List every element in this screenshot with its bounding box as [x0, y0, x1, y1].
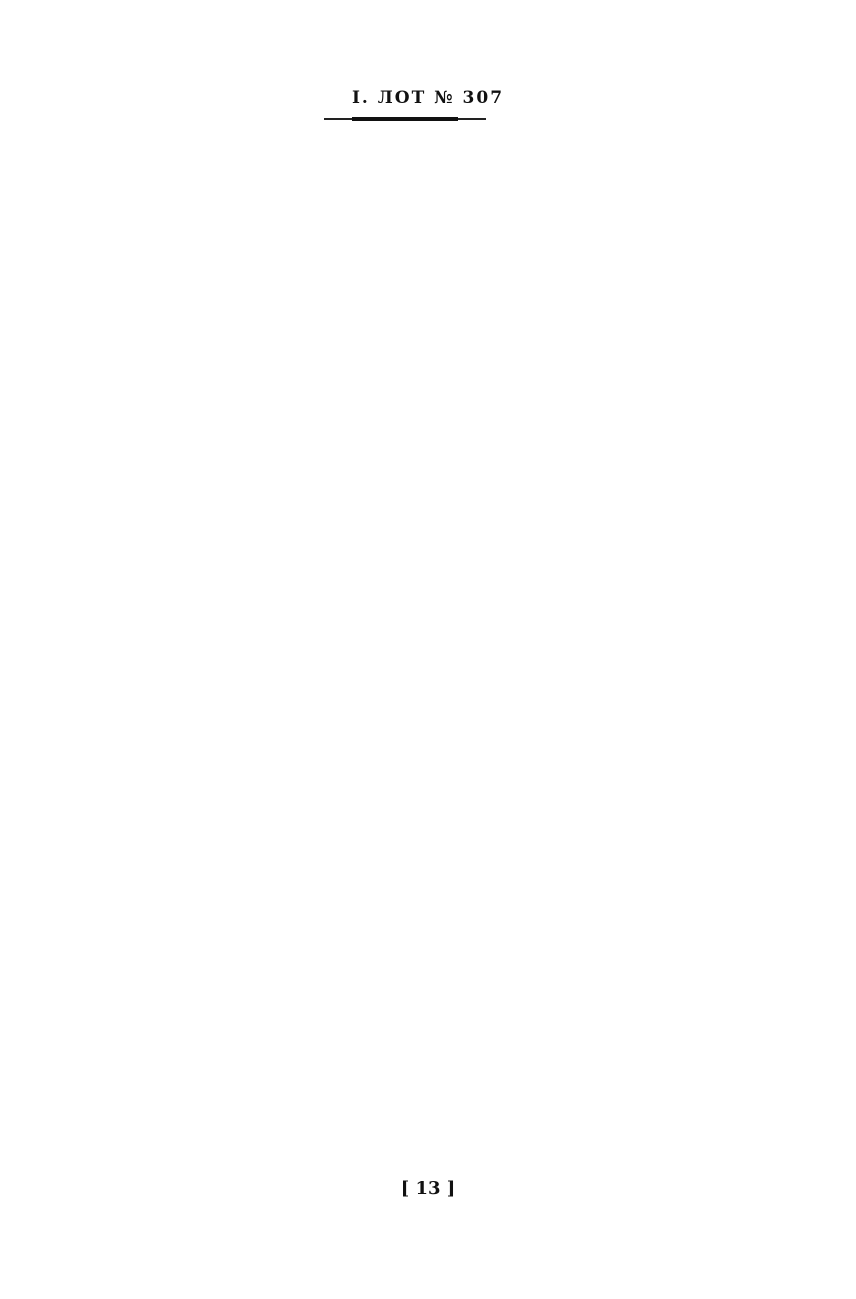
page-number: [ 13 ] [400, 1178, 456, 1199]
running-header: I. ЛОТ № 307 [351, 88, 505, 108]
header-rule-accent [352, 117, 458, 121]
